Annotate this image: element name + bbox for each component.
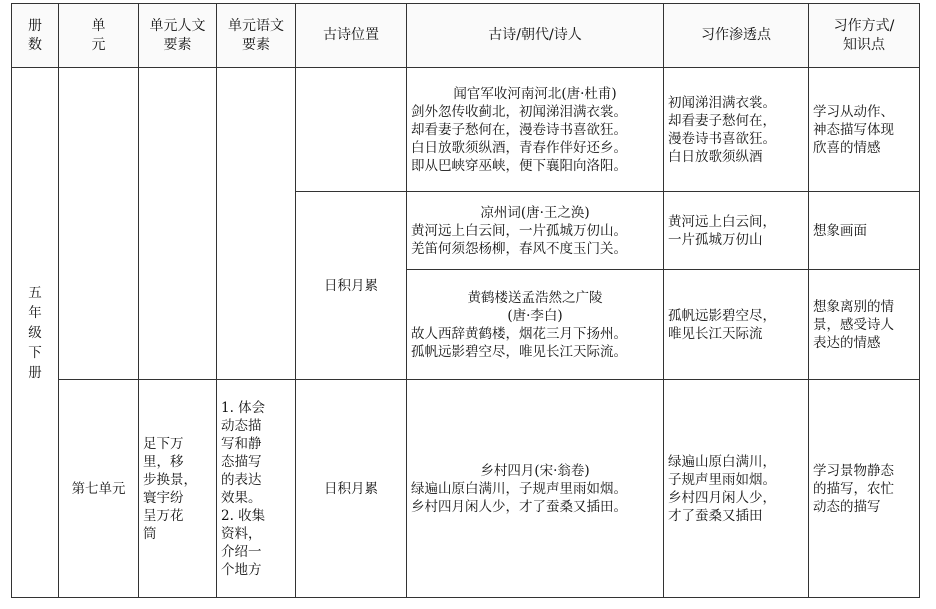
table-wrapper xyxy=(11,3,920,598)
header-cell xyxy=(12,4,59,68)
humanities-line: 足下万 xyxy=(143,435,184,452)
poem-cell xyxy=(407,192,664,270)
header-cell xyxy=(217,4,296,68)
points-cell xyxy=(664,192,809,270)
method-line: 动态的描写 xyxy=(813,498,881,515)
header-cell xyxy=(59,4,139,68)
point-line: 白日放歌须纵酒 xyxy=(668,148,763,165)
header-position: 古诗位置 xyxy=(323,27,379,43)
method-line: 表达的情感 xyxy=(813,334,881,351)
poem-cell xyxy=(407,68,664,192)
point-line: 乡村四月闲人少， xyxy=(668,489,776,506)
poem-line: 剑外忽传收蓟北，初闻涕泪满衣裳。 xyxy=(411,103,627,120)
point-line: 黄河远上白云间， xyxy=(668,213,776,230)
poem-title: 闻官军收河南河北(唐·杜甫) xyxy=(453,85,617,102)
humanities-line: 筒 xyxy=(143,525,157,542)
header-cell xyxy=(664,4,809,68)
poem-title: 乡村四月(宋·翁卷) xyxy=(480,462,590,479)
method-line: 神态描写体现 xyxy=(813,121,894,138)
volume-cell xyxy=(12,68,59,598)
header-cell xyxy=(407,4,664,68)
poem-cell xyxy=(407,380,664,598)
position-text: 日积月累 xyxy=(324,277,378,294)
method-line: 学习景物静态 xyxy=(813,462,894,479)
poem-title: 凉州词(唐·王之涣) xyxy=(480,204,590,221)
poem-author: (唐·李白) xyxy=(507,307,563,324)
language-line: 1. 体会 xyxy=(221,399,266,416)
humanities-line: 里，移 xyxy=(143,453,184,470)
volume-label: 五 年 级 下 册 xyxy=(28,284,42,381)
method-line: 想象画面 xyxy=(813,222,867,239)
poem-line: 白日放歌须纵酒，青春作伴好还乡。 xyxy=(411,139,627,156)
language-line: 态描写 xyxy=(221,453,262,470)
poem-line: 即从巴峡穿巫峡，便下襄阳向洛阳。 xyxy=(411,157,627,174)
language-line: 的表达 xyxy=(221,471,262,488)
language-line: 资料， xyxy=(221,525,262,542)
language-line: 写和静 xyxy=(221,435,262,452)
curriculum-table xyxy=(11,3,920,598)
humanities-line: 步换景， xyxy=(143,471,197,488)
language-line: 2. 收集 xyxy=(221,507,266,524)
method-line: 的描写，农忙 xyxy=(813,480,894,497)
header-method: 习作方式/ 知识点 xyxy=(833,17,895,53)
header-row xyxy=(12,4,920,68)
table-row xyxy=(12,380,920,598)
point-line: 却看妻子愁何在， xyxy=(668,112,776,129)
poem-line: 故人西辞黄鹤楼，烟花三月下扬州。 xyxy=(411,325,627,342)
points-cell xyxy=(664,380,809,598)
point-line: 唯见长江天际流 xyxy=(668,325,763,342)
point-line: 孤帆远影碧空尽， xyxy=(668,307,776,324)
humanities-cell xyxy=(139,380,217,598)
language-cell xyxy=(217,68,296,380)
language-line: 效果。 xyxy=(221,489,262,506)
header-unit: 单 元 xyxy=(91,17,106,53)
unit-cell xyxy=(59,380,139,598)
language-line: 动态描 xyxy=(221,417,262,434)
method-line: 欣喜的情感 xyxy=(813,139,881,156)
header-cell xyxy=(809,4,920,68)
method-cell xyxy=(809,380,920,598)
poem-title: 黄鹤楼送孟浩然之广陵 xyxy=(467,289,603,306)
header-humanities: 单元人文 要素 xyxy=(149,17,206,53)
humanities-cell xyxy=(139,68,217,380)
poem-line: 羌笛何须怨杨柳，春风不度玉门关。 xyxy=(411,240,627,257)
method-line: 学习从动作、 xyxy=(813,103,894,120)
poem-line: 黄河远上白云间，一片孤城万仞山。 xyxy=(411,222,627,239)
poem-line: 却看妻子愁何在，漫卷诗书喜欲狂。 xyxy=(411,121,627,138)
header-points: 习作渗透点 xyxy=(701,27,771,43)
position-cell xyxy=(296,68,407,192)
points-cell xyxy=(664,68,809,192)
language-line: 个地方 xyxy=(221,561,262,578)
poem-line: 乡村四月闲人少，才了蚕桑又插田。 xyxy=(411,498,627,515)
method-line: 想象离别的情 xyxy=(813,298,894,315)
position-cell xyxy=(296,192,407,380)
point-line: 漫卷诗书喜欲狂。 xyxy=(668,130,776,147)
header-cell xyxy=(139,4,217,68)
method-cell xyxy=(809,192,920,270)
point-line: 初闻涕泪满衣裳。 xyxy=(668,94,776,111)
points-cell xyxy=(664,270,809,380)
position-cell xyxy=(296,380,407,598)
point-line: 绿遍山原白满川， xyxy=(668,453,776,470)
method-cell xyxy=(809,270,920,380)
method-line: 景，感受诗人 xyxy=(813,316,894,333)
method-cell xyxy=(809,68,920,192)
table-row xyxy=(12,68,920,192)
point-line: 才了蚕桑又插田 xyxy=(668,507,763,524)
unit-label: 第七单元 xyxy=(71,480,126,497)
poem-cell xyxy=(407,270,664,380)
poem-line: 孤帆远影碧空尽，唯见长江天际流。 xyxy=(411,343,627,360)
poem-line: 绿遍山原白满川，子规声里雨如烟。 xyxy=(411,480,627,497)
header-poem: 古诗/朝代/诗人 xyxy=(488,27,582,43)
language-line: 介绍一 xyxy=(221,543,262,560)
unit-cell xyxy=(59,68,139,380)
position-text: 日积月累 xyxy=(324,480,378,497)
humanities-line: 呈万花 xyxy=(143,507,184,524)
humanities-line: 寰宇纷 xyxy=(143,489,184,506)
point-line: 一片孤城万仞山 xyxy=(668,231,763,248)
header-cell xyxy=(296,4,407,68)
header-language: 单元语文 要素 xyxy=(228,17,284,53)
language-cell xyxy=(217,380,296,598)
header-volume: 册 数 xyxy=(28,17,42,53)
point-line: 子规声里雨如烟。 xyxy=(668,471,776,488)
